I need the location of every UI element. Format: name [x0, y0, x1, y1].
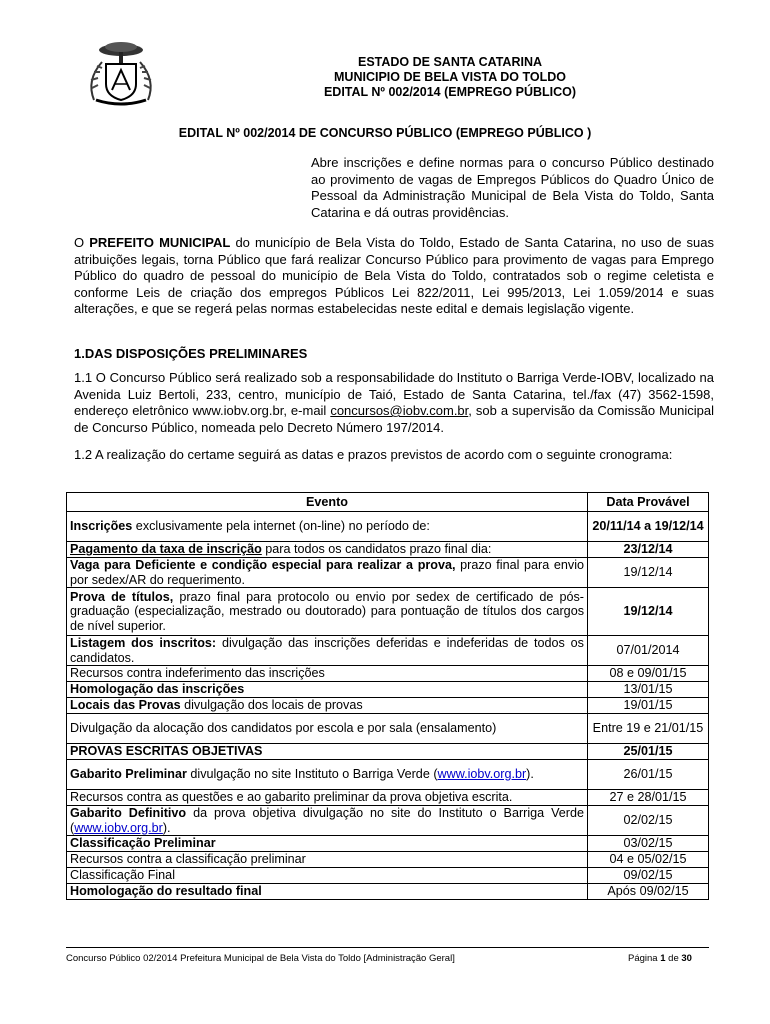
column-header-event: Evento: [67, 493, 588, 512]
p11-after: , sob a supervisão da Comissão Municipal de Concurso Público, nomeada pelo Decreto Número 197/2014.: [74, 403, 715, 435]
event-bold-text: PROVAS ESCRITAS OBJETIVAS: [70, 744, 263, 759]
event-bold-text: Gabarito Preliminar: [70, 767, 187, 782]
table-row: [67, 760, 709, 790]
event-text: para todos os candidatos prazo final dia:: [261, 542, 492, 557]
table-row: [67, 682, 709, 698]
municipal-coat-of-arms-icon: [82, 40, 160, 106]
table-row: [67, 698, 709, 714]
event-cell: [67, 714, 588, 744]
event-text: prazo final para protocolo ou envio por sedex de certificado de pós-graduação (especialização, mestrado ou doutorado) para pontuação de títulos dos cargos de nível superior.: [70, 589, 584, 633]
intro-prefix: O: [74, 235, 90, 250]
event-cell: [67, 884, 588, 900]
event-bold-text: Vaga para Deficiente e condição especial para realizar a prova,: [70, 558, 456, 572]
date-cell: 02/02/15: [588, 806, 709, 836]
event-bold-text: Homologação do resultado final: [70, 884, 262, 899]
event-bold-text: Prova de títulos,: [70, 589, 174, 604]
p11-before: 1.1 O Concurso Público será realizado sob a responsabilidade do Instituto o Barriga Verde-IOBV, localizado na Avenida Luiz Bertoli, 233, centro, município de Taió, Estado de Santa Catarina, tel./fax (47) 3562-1598, endereço eletrônico www.iobv.org.br, e-mail: [74, 370, 714, 418]
email-link[interactable]: concursos@iobv.com.br: [330, 403, 469, 418]
date-cell: Após 09/02/15: [588, 884, 709, 900]
date-cell: 20/11/14 a 19/12/14: [588, 512, 709, 542]
date-cell: 03/02/15: [588, 836, 709, 852]
document-header: [240, 55, 660, 100]
event-cell: [67, 542, 588, 558]
schedule-table: [66, 492, 709, 900]
footer-divider: [66, 947, 709, 948]
event-text: prazo final para envio por sedex/AR do requerimento.: [70, 558, 584, 587]
table-row: [67, 542, 709, 558]
date-cell: 25/01/15: [588, 744, 709, 760]
event-bold-text: Classificação Preliminar: [70, 836, 216, 851]
event-text: Recursos contra as questões e ao gabarito preliminar da prova objetiva escrita.: [70, 790, 513, 805]
event-bold-text: Gabarito Definitivo: [70, 806, 187, 820]
event-cell: [67, 790, 588, 806]
table-row: [67, 744, 709, 760]
event-text-tail: ).: [526, 767, 534, 782]
table-row: [67, 806, 709, 836]
table-row: [67, 666, 709, 682]
intro-paragraph: [74, 235, 714, 318]
event-cell: [67, 666, 588, 682]
event-cell: [67, 698, 588, 714]
footer-text: Concurso Público 02/2014 Prefeitura Municipal de Bela Vista do Toldo [Administração Geral]: [66, 953, 455, 964]
event-cell: [67, 744, 588, 760]
header-state: ESTADO DE SANTA CATARINA: [357, 55, 543, 69]
date-cell: 23/12/14: [588, 542, 709, 558]
date-cell: 26/01/15: [588, 760, 709, 790]
edital-abstract: Abre inscrições e define normas para o concurso Público destinado ao provimento de vagas de Empregos Públicos do Quadro Único de Pessoal da Administração Municipal de Bela Vista do Toldo, Santa Catarina e dá outras providências.: [311, 155, 714, 220]
date-cell: 19/12/14: [588, 588, 709, 636]
event-cell: [67, 682, 588, 698]
event-cell: [67, 588, 588, 636]
page-total: 30: [681, 953, 692, 964]
intro-text: do município de Bela Vista do Toldo, Estado de Santa Catarina, no uso de suas atribuições legais, torna Público que fará realizar Concurso Público para provimento de vagas para Emprego Público do quadro de pessoal do município de Bela Vista do Toldo, contratados sob o regime celetista e conforme Leis de criação dos empregos Públicos Lei 822/2011, Lei 995/2013, Lei 1.059/2014 e suas alterações, e que se regerá pelas normas estabelecidas neste edital e demais legislação vigente.: [74, 235, 714, 316]
table-row: [67, 836, 709, 852]
website-link[interactable]: www.iobv.org.br: [74, 820, 163, 835]
event-bold-text: Pagamento da taxa de inscrição: [70, 542, 262, 557]
event-cell: [67, 512, 588, 542]
event-bold-text: Inscrições: [70, 519, 133, 534]
date-cell: 13/01/15: [588, 682, 709, 698]
event-bold-text: Homologação das inscrições: [70, 682, 245, 697]
table-row: [67, 852, 709, 868]
table-row: [67, 714, 709, 744]
event-text: Divulgação da alocação dos candidatos por escola e por sala (ensalamento): [70, 721, 497, 736]
event-text: divulgação dos locais de provas: [180, 698, 363, 713]
website-link[interactable]: www.iobv.org.br: [437, 767, 527, 782]
date-cell: 08 e 09/01/15: [588, 666, 709, 682]
column-header-date: Data Provável: [588, 493, 709, 512]
table-row: [67, 868, 709, 884]
date-cell: 09/02/15: [588, 868, 709, 884]
event-text: Recursos contra a classificação preliminar: [70, 852, 306, 867]
event-text: da prova objetiva divulgação no site do Instituto o Barriga Verde (: [70, 806, 585, 835]
event-bold-text: Listagem dos inscritos:: [70, 636, 217, 650]
event-text-tail: ).: [162, 820, 171, 835]
event-text: exclusivamente pela internet (on-line) no período de:: [132, 519, 430, 534]
event-text: Recursos contra indeferimento das inscrições: [70, 666, 325, 681]
schedule-table-body: [67, 512, 709, 900]
header-edital: EDITAL Nº 002/2014 (EMPREGO PÚBLICO): [323, 85, 577, 99]
event-text: divulgação das inscrições deferidas e indeferidas de todos os candidatos.: [70, 636, 584, 665]
paragraph-1-2: 1.2 A realização do certame seguirá as datas e prazos previstos de acordo com o seguinte cronograma:: [74, 447, 673, 462]
paragraph-1-1: [74, 370, 714, 436]
event-text: Classificação Final: [70, 868, 175, 883]
event-text: divulgação no site Instituto o Barriga Verde (: [186, 767, 438, 782]
intro-bold: PREFEITO MUNICIPAL: [89, 235, 231, 250]
event-cell: [67, 852, 588, 868]
page-separator: de: [665, 953, 682, 964]
header-municipality: MUNICIPIO DE BELA VISTA DO TOLDO: [334, 70, 566, 84]
table-row: [67, 588, 709, 636]
event-cell: [67, 558, 588, 588]
table-row: [67, 790, 709, 806]
date-cell: 07/01/2014: [588, 636, 709, 666]
date-cell: 19/01/15: [588, 698, 709, 714]
page-label: Página: [628, 953, 661, 964]
date-cell: 04 e 05/02/15: [588, 852, 709, 868]
section-heading-1: 1.DAS DISPOSIÇÕES PRELIMINARES: [74, 346, 308, 361]
table-row: [67, 512, 709, 542]
table-header-row: [67, 493, 709, 512]
event-bold-text: Locais das Provas: [70, 698, 181, 713]
table-row: [67, 636, 709, 666]
table-row: [67, 884, 709, 900]
document-title: EDITAL Nº 002/2014 DE CONCURSO PÚBLICO (EMPREGO PÚBLICO ): [178, 126, 592, 140]
event-cell: [67, 836, 588, 852]
event-cell: [67, 806, 588, 836]
event-cell: [67, 868, 588, 884]
event-cell: [67, 760, 588, 790]
date-cell: 27 e 28/01/15: [588, 790, 709, 806]
date-cell: 19/12/14: [588, 558, 709, 588]
page-number: [628, 953, 692, 964]
event-cell: [67, 636, 588, 666]
date-cell: Entre 19 e 21/01/15: [588, 714, 709, 744]
table-row: [67, 558, 709, 588]
page-current: 1: [660, 953, 666, 964]
